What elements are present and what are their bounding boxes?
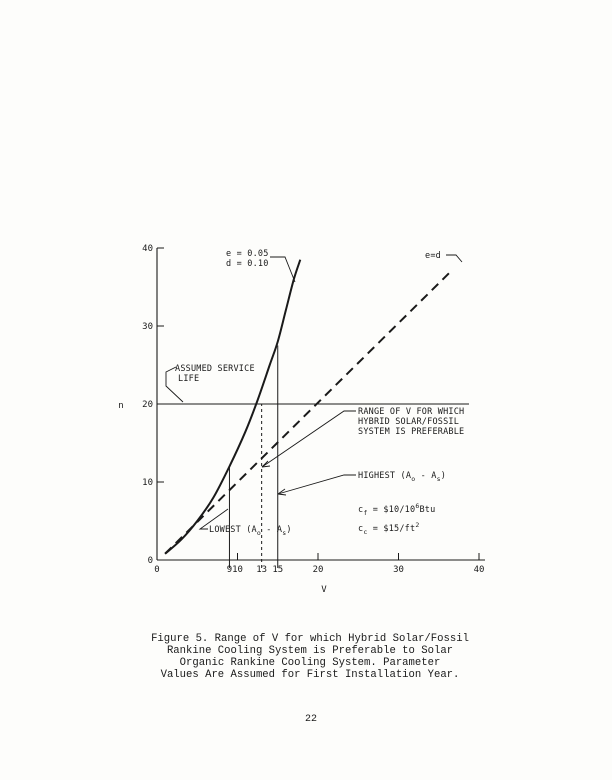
x-tick-label-30: 30 [393,565,404,575]
x-axis-label: V [321,585,327,595]
x-tick-label-13: 13 [256,565,268,575]
curve-label-d: d = 0.10 [226,259,269,269]
page-number: 22 [304,714,317,725]
caption-line-4: Values Are Assumed for First Installation Year. [160,669,460,681]
service-life-label-1: ASSUMED SERVICE [175,364,255,374]
y-tick-label-10: 10 [142,478,153,488]
curve-label-leader [270,257,295,282]
diagonal-label-leader [446,255,462,262]
highest-label: HIGHEST $(A_o - A_s)$ [358,471,447,483]
x-tick-label-15: 15 [272,565,284,575]
cf-parameter: $c_f$ = $\$10/10^6Btu$ [358,502,436,517]
range-label-1: RANGE OF V FOR WHICH [358,407,465,417]
series-solid-curve [165,260,300,554]
x-tick-label-9: 9 [226,565,233,575]
x-tick-label-40: 40 [473,565,485,575]
x-tick-label-10: 10 [232,565,243,575]
highest-leader [278,475,356,494]
x-tick-label-20: 20 [312,565,324,575]
x-tick-label-0: 0 [154,565,160,575]
y-tick-label-20: 20 [142,400,153,410]
range-label-2: HYBRID SOLAR/FOSSIL [358,417,460,427]
cc-parameter: $c_c$ = $\$15/ft^2$ [358,521,420,536]
service-life-label-2: LIFE [178,374,200,384]
caption-line-3: Organic Rankine Cooling System. Parameter [179,657,441,669]
diagonal-label: e=d [425,251,441,261]
caption-line-1: Figure 5. Range of V for which Hybrid Solar/Fossil [151,633,469,645]
figure-caption [130,633,490,681]
y-tick-label-30: 30 [142,322,153,332]
y-axis-label: n [118,401,124,411]
y-tick-label-0: 0 [147,556,153,566]
range-label-3: SYSTEM IS PREFERABLE [358,427,465,437]
caption-line-2: Rankine Cooling System is Preferable to Solar [166,645,454,657]
curve-label-e: e = 0.05 [226,249,269,259]
range-leader [262,411,356,467]
y-tick-label-40: 40 [142,244,153,254]
lowest-label: LOWEST $(A_o - A_s)$ [209,525,292,537]
reference-lines [157,346,469,569]
